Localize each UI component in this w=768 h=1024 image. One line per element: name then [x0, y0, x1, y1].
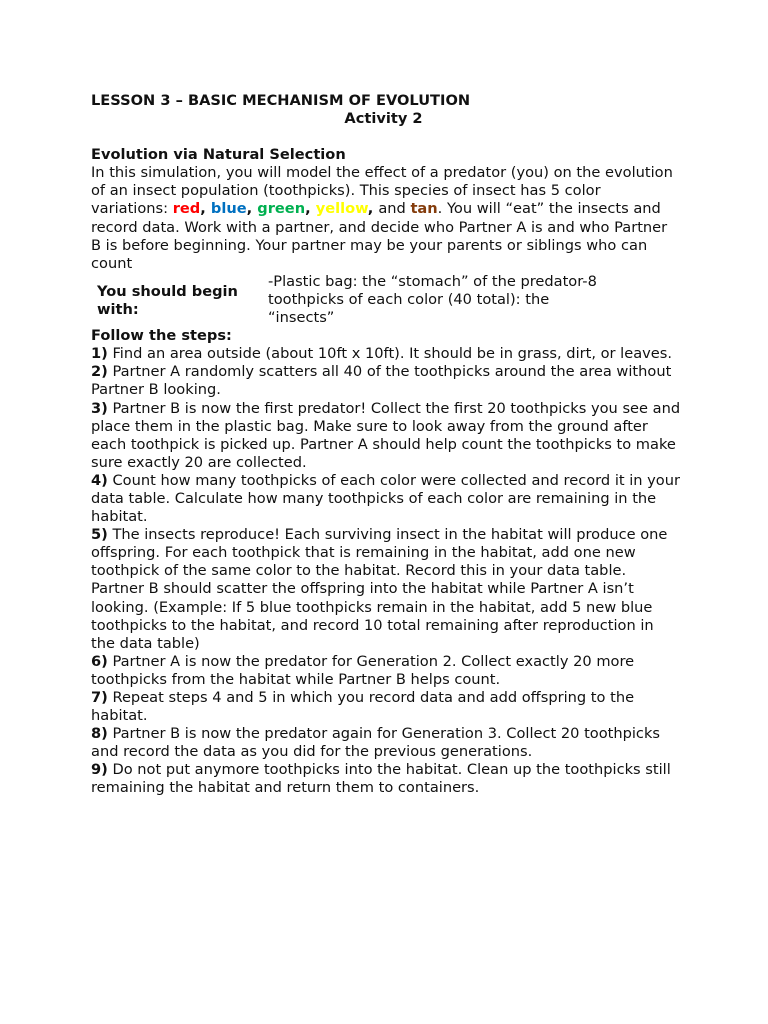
- color-green: green: [257, 200, 306, 218]
- lesson-title: LESSON 3 – BASIC MECHANISM OF EVOLUTION: [91, 92, 471, 109]
- materials-table: [91, 273, 681, 327]
- step-number: 6): [91, 652, 108, 670]
- materials-text: -Plastic bag: the “stomach” of the predator-8 toothpicks of each color (40 total): the “insects”: [268, 272, 597, 327]
- step-text: The insects reproduce! Each surviving insect in the habitat will produce one offspring. For each toothpick that is remaining in the habitat, add one new toothpick of the same color to the habitat. Record this in your data table. Partner B should scatter the offspring into the habitat while Partner A isn’t looking. (Example: If 5 blue toothpicks remain in the habitat, add 5 new blue toothpicks to the habitat, and record 10 total remaining after reproduction in the data table): [91, 526, 668, 652]
- color-red: red: [172, 200, 201, 218]
- color-and: and: [378, 200, 406, 218]
- step-number: 5): [91, 526, 108, 544]
- step-text: Partner B is now the predator again for Generation 3. Collect 20 toothpicks and record the data as you did for the previous generations.: [91, 725, 661, 761]
- step-number: 8): [91, 725, 108, 743]
- step-item: [91, 689, 681, 725]
- step-text: Count how many toothpicks of each color were collected and record it in your data table. Calculate how many toothpicks of each color are remaining in the habitat.: [91, 471, 680, 526]
- steps-heading: Follow the steps:: [91, 327, 232, 345]
- step-text: Do not put anymore toothpicks into the habitat. Clean up the toothpicks still remaining the habitat and return them to containers.: [91, 761, 671, 797]
- step-item: [91, 725, 681, 761]
- materials-label: You should begin with:: [97, 282, 238, 318]
- step-text: Partner A is now the predator for Generation 2. Collect exactly 20 more toothpicks from the habitat while Partner B helps count.: [91, 652, 635, 688]
- step-text: Partner A randomly scatters all 40 of the toothpicks around the area without Partner B looking.: [91, 363, 672, 399]
- step-number: 4): [91, 471, 108, 489]
- step-item: [91, 653, 681, 689]
- step-number: 3): [91, 399, 108, 417]
- step-text: Find an area outside (about 10ft x 10ft). It should be in grass, dirt, or leaves.: [112, 345, 673, 363]
- color-blue: blue: [210, 200, 247, 218]
- step-text: Partner B is now the first predator! Collect the first 20 toothpicks you see and place them in the plastic bag. Make sure to look away from the ground after each toothpick is picked up. Partner A should help count the toothpicks to make sure exactly 20 are collected.: [91, 399, 681, 471]
- section-heading: Evolution via Natural Selection: [91, 146, 346, 164]
- steps-list: [91, 345, 681, 797]
- intro-paragraph: In this simulation, you will model the effect of a predator (you) on the evolution of an insect population (toothpicks). This species of insect has 5 color variations: red, blue, green, yellow, and tan. You will “eat” the insects and record data. Work with a partner, and decide who Partner A is and who Partner B is before beginning. Your partner may be your parents or siblings who can count: [91, 164, 673, 272]
- step-number: 7): [91, 689, 108, 706]
- step-item: [91, 526, 681, 653]
- step-item: [91, 345, 681, 363]
- step-item: [91, 363, 681, 399]
- spacer: [91, 128, 681, 146]
- step-number: 2): [91, 363, 108, 381]
- activity-title: Activity 2: [344, 110, 423, 128]
- step-item: [91, 761, 681, 797]
- step-number: 9): [91, 761, 108, 779]
- step-item: [91, 400, 681, 472]
- intro-text-after: . You will “eat” the insects and record data. Work with a partner, and decide who Partner A is and who Partner B is before beginning. Your partner may be your parents or siblings who can count: [91, 200, 668, 272]
- step-text: Repeat steps 4 and 5 in which you record data and add offspring to the habitat.: [91, 689, 635, 725]
- intro-text-before: In this simulation, you will model the effect of a predator (you) on the evolution of an insect population (toothpicks). This species of insect has 5 color variations:: [91, 164, 673, 218]
- step-item: [91, 472, 681, 526]
- color-tan: tan: [410, 200, 438, 218]
- step-number: 1): [91, 345, 108, 363]
- document-page: [91, 92, 681, 798]
- color-yellow: yellow: [315, 200, 368, 218]
